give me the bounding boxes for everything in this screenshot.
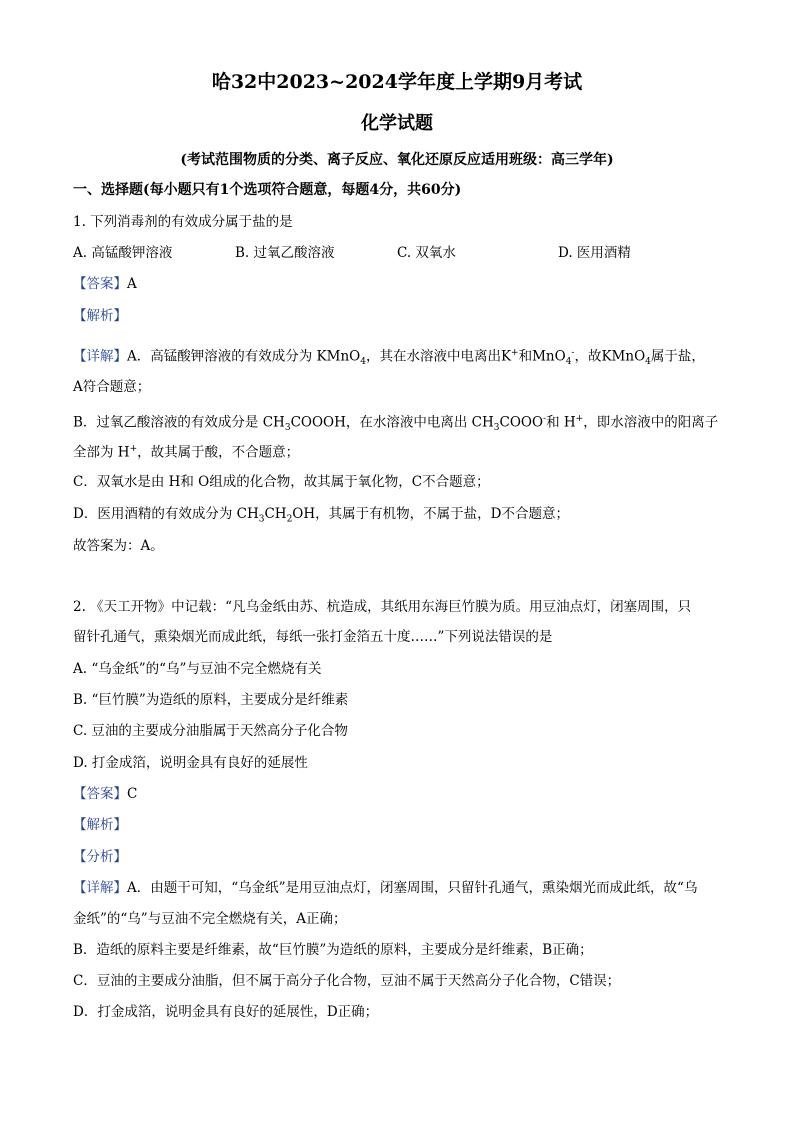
q1-conclusion: 故答案为：A。 — [73, 538, 164, 554]
q2-detail-a-text: A．由题干可知，“乌金纸”是用豆油点灯，闭塞周围，只留针孔通气，熏染烟光而成此纸，故“乌 — [127, 880, 698, 896]
superscript: + — [575, 414, 584, 424]
analysis-label: 【解析】 — [73, 308, 127, 324]
q2-stem-line1: 2. 《天工开物》中记载：“凡乌金纸由苏、杭造成，其纸用东海巨竹膜为质。用豆油点灯，闭塞周围，只 — [73, 599, 692, 615]
q1-detail-b-cont — [73, 439, 723, 463]
q1-detail-b-text: ，故其属于酸，不合题意； — [137, 444, 300, 461]
section-heading: 一、选择题(每小题只有1个选项符合题意，每题4分，共60分) — [73, 182, 462, 198]
q1-detail-a-text: ，其在水溶液中电离出K — [365, 348, 512, 365]
q1-detail-a-cont: A符合题意； — [73, 379, 151, 395]
exam-subtitle: 化学试题 — [361, 113, 433, 134]
superscript: + — [511, 348, 519, 358]
q1-detail-a-text: A．高锰酸钾溶液的有效成分为 KMnO — [127, 348, 361, 365]
q1-detail-c: C．双氧水是由 H和 O组成的化合物，故其属于氧化物，C不合题意； — [73, 474, 490, 490]
q1-detail-d — [73, 504, 723, 530]
q1-analysis-label — [73, 306, 723, 326]
q1-detail-b — [73, 409, 723, 438]
exam-scope: (考试范围物质的分类、离子反应、氧化还原反应适用班级：高三学年) — [180, 152, 614, 168]
q2-option-d: D. 打金成箔，说明金具有良好的延展性 — [73, 755, 308, 771]
subscript: 2 — [286, 514, 293, 525]
q1-option-b: B. 过氧乙酸溶液 — [235, 245, 335, 261]
q2-option-a: A. “乌金纸”的“乌”与豆油不完全燃烧有关 — [73, 661, 322, 677]
subscript: 3 — [258, 514, 265, 525]
q1-option-d: D. 医用酒精 — [558, 245, 631, 261]
q1-detail-b-text: COOO — [499, 414, 544, 431]
q2-detail-a — [73, 878, 723, 898]
q1-detail-a-text: 属于盐， — [650, 348, 705, 365]
answer-label: 【答案】 — [73, 276, 127, 292]
q1-detail-d-text: CH — [264, 506, 287, 522]
q2-detail-d: D．打金成箔，说明金具有良好的延展性，D正确； — [73, 1004, 379, 1020]
q1-detail-d-text: OH，其属于有机物，不属于盐，D不合题意； — [292, 506, 569, 522]
subscript: 4 — [360, 357, 366, 368]
detail-label: 【详解】 — [73, 348, 127, 365]
q1-option-a: A. 高锰酸钾溶液 — [73, 245, 173, 261]
q1-detail-b-text: 和 H — [546, 414, 576, 431]
superscript: - — [571, 348, 575, 358]
q1-detail-a — [73, 343, 723, 372]
subscript: 3 — [284, 423, 291, 434]
q2-option-c: C. 豆油的主要成分油脂属于天然高分子化合物 — [73, 723, 348, 739]
q2-stem-line2: 留针孔通气，熏染烟光而成此纸，每纸一张打金箔五十度……”下列说法错误的是 — [73, 629, 553, 645]
analysis-label: 【解析】 — [73, 817, 127, 833]
q1-answer-value: A — [127, 276, 137, 292]
q1-detail-b-text: COOOH，在水溶液中电离出 CH — [290, 414, 494, 431]
q1-stem: 1. 下列消毒剂的有效成分属于盐的是 — [73, 214, 293, 230]
fenxi-label: 【分析】 — [73, 849, 127, 865]
q2-analysis-label — [73, 815, 723, 835]
subscript: 4 — [565, 357, 572, 368]
q1-detail-b-text: 全部为 H — [73, 444, 130, 461]
q1-detail-b-text: B．过氧乙酸溶液的有效成分是 CH — [73, 414, 285, 431]
superscript: + — [129, 444, 138, 454]
subscript: 3 — [493, 423, 500, 434]
q1-answer — [73, 274, 723, 294]
q2-option-b: B. “巨竹膜”为造纸的原料，主要成分是纤维素 — [73, 692, 349, 708]
exam-title: 哈32中2023~2024学年度上学期9月考试 — [211, 71, 583, 93]
q2-fenxi-label — [73, 847, 723, 867]
q2-answer — [73, 784, 723, 804]
q1-detail-a-text: ，故KMnO — [574, 348, 646, 365]
q2-detail-b: B．造纸的原料主要是纤维素，故“巨竹膜”为造纸的原料，主要成分是纤维素，B正确； — [73, 942, 593, 958]
q1-option-c: C. 双氧水 — [397, 245, 456, 261]
answer-label: 【答案】 — [73, 786, 127, 802]
q2-answer-value: C — [127, 786, 138, 802]
q2-detail-a-cont: 金纸”的“乌”与豆油不完全燃烧有关，A正确； — [73, 911, 347, 927]
q2-detail-c: C．豆油的主要成分油脂，但不属于高分子化合物，豆油不属于天然高分子化合物，C错误； — [73, 973, 621, 989]
detail-label: 【详解】 — [73, 880, 127, 896]
q1-detail-a-text: 和MnO — [518, 348, 566, 365]
q1-detail-d-text: D．医用酒精的有效成分为 CH — [73, 506, 259, 522]
superscript: - — [543, 414, 547, 424]
q1-detail-b-text: ，即水溶液中的阳离子 — [583, 414, 719, 431]
subscript: 4 — [645, 357, 651, 368]
